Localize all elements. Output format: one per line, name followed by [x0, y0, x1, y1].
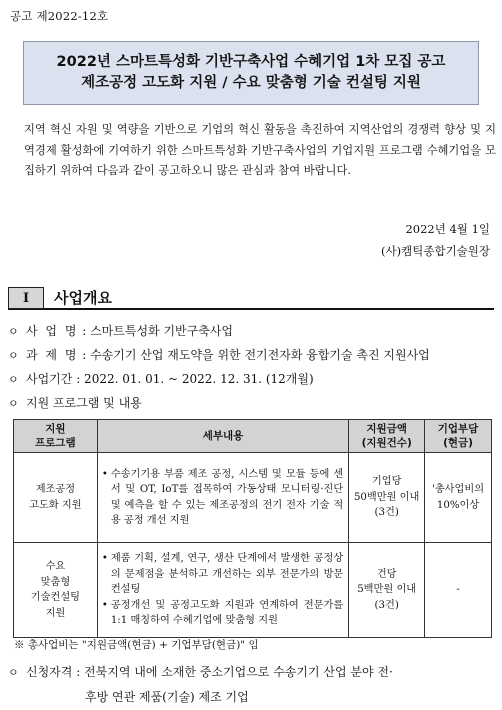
- header-amount: 지원금액 (지원건수): [349, 420, 425, 453]
- info-value: : 수송기기 산업 재도약을 위한 전기전자화 융합기술 촉진 지원사업: [82, 348, 430, 362]
- detail-item: • 제품 기획, 설계, 연구, 생산 단계에서 발생한 공정상의 문제점을 분석하고 개선하는 외부 전문가의 방문 컨설팅: [102, 551, 343, 598]
- issuing-organization: (사)캠틱종합기술원장: [381, 244, 490, 258]
- intro-paragraph: 지역 혁신 자원 및 역량을 기반으로 기업의 혁신 활동을 촉진하여 지역산업의 경쟁력 향상 및 지역경제 활성화에 기여하기 위한 스마트특성화 기반구축사업의 기업지원 프로그램 수혜기업을 모집하기 위하여 다음과 같이 공고하오니 많은 관심과 참여 바랍니다.: [24, 123, 496, 178]
- bullet-icon: ㅇ: [8, 325, 19, 338]
- info-value: : 2022. 01. 01. ~ 2022. 12. 31. (12개월): [76, 372, 314, 386]
- announcement-title-line1: 2022년 스마트특성화 기반구축사업 수혜기업 1차 모집 공고: [56, 54, 446, 70]
- section-number: Ⅰ: [8, 287, 44, 309]
- table-note: ※ 총사업비는 "지원금액(현금) + 기업부담(현금)" 임: [14, 639, 259, 651]
- announcement-date: 2022년 4월 1일: [405, 222, 490, 236]
- table-header-row: [14, 420, 492, 453]
- company-share: -: [425, 543, 492, 638]
- program-name: 제조공정 고도화 지원: [14, 453, 98, 543]
- info-item-qualification: [8, 660, 393, 709]
- info-value: : 스마트특성화 기반구축사업: [82, 324, 234, 338]
- section-title: 사업개요: [54, 289, 112, 307]
- bullet-icon: ㅇ: [8, 373, 19, 386]
- info-item-task-name: [8, 346, 430, 365]
- program-name: 수요 맞춤형 기술컨설팅 지원: [14, 543, 98, 638]
- table-row: [14, 543, 492, 638]
- header-share: 기업부담 (현금): [425, 420, 492, 453]
- company-share: '총사업비의 10%이상: [425, 453, 492, 543]
- announcement-title-box: [23, 41, 479, 105]
- support-amount: 기업당 50백만원 이내 (3건): [349, 453, 425, 543]
- program-detail: [97, 543, 348, 638]
- bullet-icon: ㅇ: [8, 397, 19, 410]
- table-row: [14, 453, 492, 543]
- bullet-icon: ㅇ: [8, 349, 19, 362]
- section-header: [8, 285, 494, 310]
- announcement-title-line2: 제조공정 고도화 지원 / 수요 맞춤형 기술 컨설팅 지원: [81, 75, 421, 91]
- detail-item: • 수송기기용 부품 제조 공정, 시스템 및 모듈 등에 센서 및 OT, IoT를 접목하여 가동상태 모니터링·진단 및 예측을 할 수 있는 제조공정의 전기 전자 기술 적용 공정 개선 지원: [102, 467, 343, 529]
- info-item-programs: [8, 394, 142, 413]
- info-key: 사 업 명: [26, 324, 79, 338]
- info-item-project-name: [8, 322, 233, 341]
- header-program: 지원 프로그램: [14, 420, 98, 453]
- info-item-period: [8, 370, 314, 389]
- info-key: 사업기간: [26, 372, 73, 386]
- info-key: 지원 프로그램 및 내용: [26, 396, 142, 410]
- bullet-icon: ㅇ: [8, 666, 19, 679]
- support-amount: 건당 5백만원 이내 (3건): [349, 543, 425, 638]
- detail-item: • 공정개선 및 공정고도화 지원과 연계하여 전문가를 1:1 매칭하여 수혜기업에 맞춤형 지원: [102, 598, 343, 629]
- document-number: 공고 제2022-12호: [10, 9, 109, 23]
- program-table: [13, 419, 492, 638]
- program-detail: [97, 453, 348, 543]
- header-detail: 세부내용: [97, 420, 348, 453]
- info-value-continuation: 후방 연관 제품(기술) 제조 기업: [85, 690, 249, 704]
- info-key: 신청자격: [26, 665, 73, 679]
- info-value: : 전북지역 내에 소재한 중소기업으로 수송기기 산업 분야 전·: [76, 665, 393, 679]
- info-key: 과 제 명: [26, 348, 79, 362]
